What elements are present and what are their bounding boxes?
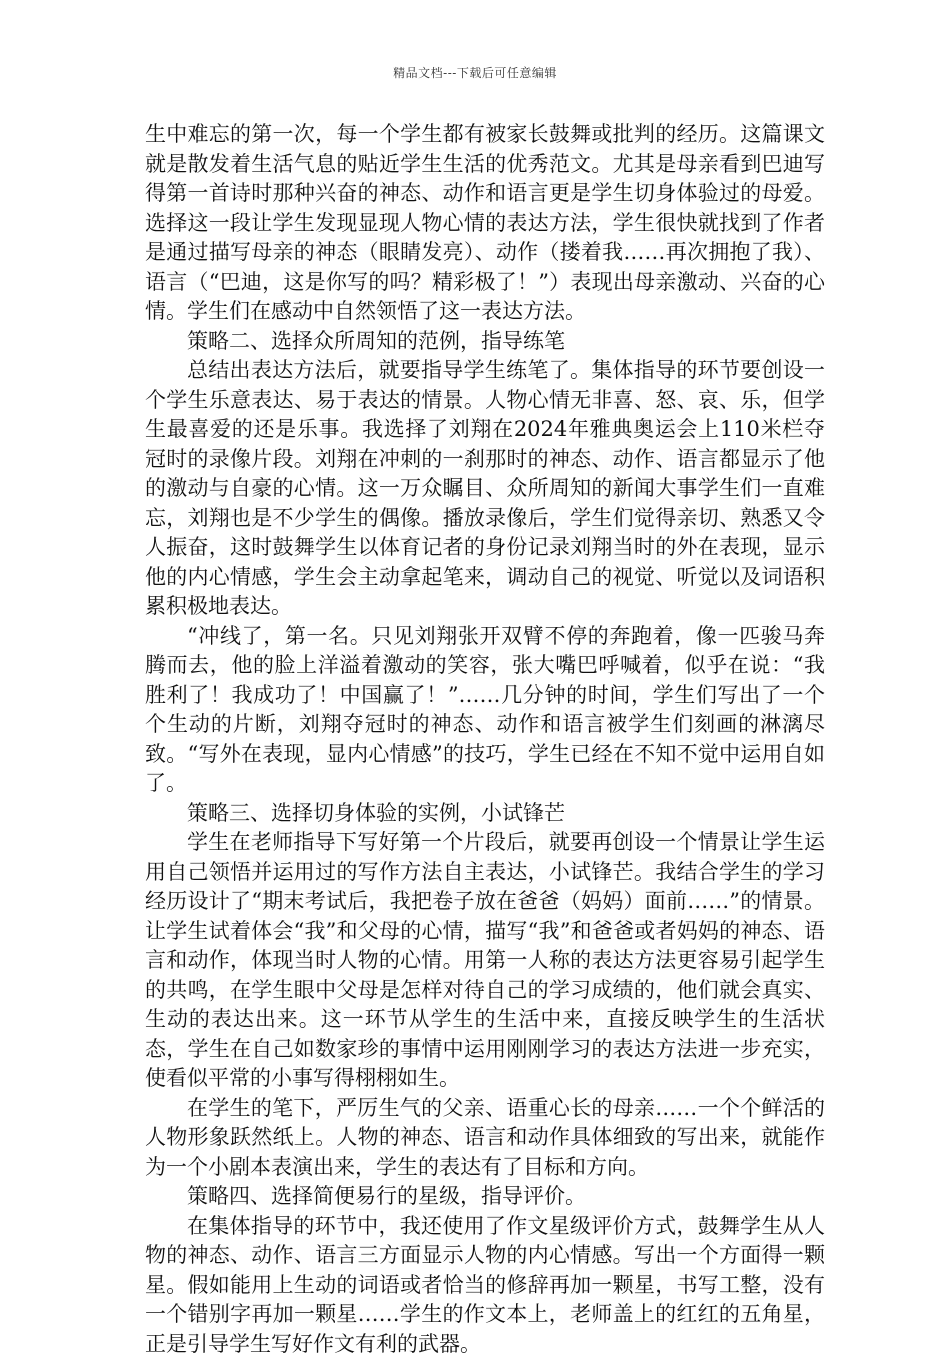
document-body [145, 120, 825, 1359]
paragraph: “冲线了，第一名。只见刘翔张开双臂不停的奔跑着，像一匹骏马奔腾而去，他的脸上洋溢着激动的笑容，张大嘴巴呼喊着，似乎在说：“我胜利了！我成功了！中国赢了！”……几分钟的时间，学生们写出了一个个生动的片断，刘翔夺冠时的神态、动作和语言被学生们刻画的淋漓尽致。“写外在表现，显内心情感”的技巧，学生已经在不知不觉中运用自如了。 [145, 622, 825, 799]
section-heading: 策略三、选择切身体验的实例，小试锋芒 [145, 799, 825, 829]
section-heading: 策略四、选择简便易行的星级，指导评价。 [145, 1182, 825, 1212]
section-heading: 策略二、选择众所周知的范例，指导练笔 [145, 327, 825, 357]
paragraph: 总结出表达方法后，就要指导学生练笔了。集体指导的环节要创设一个学生乐意表达、易于表达的情景。人物心情无非喜、怒、哀、乐，但学生最喜爱的还是乐事。我选择了刘翔在2024年雅典奥运会上110米栏夺冠时的录像片段。刘翔在冲刺的一刹那时的神态、动作、语言都显示了他的激动与自豪的心情。这一万众瞩目、众所周知的新闻大事学生们一直难忘，刘翔也是不少学生的偶像。播放录像后，学生们觉得亲切、熟悉又令人振奋，这时鼓舞学生以体育记者的身份记录刘翔当时的外在表现，显示他的内心情感，学生会主动拿起笔来，调动自己的视觉、听觉以及词语积累积极地表达。 [145, 356, 825, 622]
paragraph: 在集体指导的环节中，我还使用了作文星级评价方式，鼓舞学生从人物的神态、动作、语言三方面显示人物的内心情感。写出一个方面得一颗星。假如能用上生动的词语或者恰当的修辞再加一颗星，书写工整，没有一个错别字再加一颗星……学生的作文本上，老师盖上的红红的五角星，正是引导学生写好作文有利的武器。 [145, 1212, 825, 1359]
paragraph: 在学生的笔下，严厉生气的父亲、语重心长的母亲……一个个鲜活的人物形象跃然纸上。人物的神态、语言和动作具体细致的写出来，就能作为一个小剧本表演出来，学生的表达有了目标和方向。 [145, 1094, 825, 1183]
page-header: 精品文档---下载后可任意编辑 [0, 64, 950, 81]
paragraph: 学生在老师指导下写好第一个片段后，就要再创设一个情景让学生运用自己领悟并运用过的写作方法自主表达，小试锋芒。我结合学生的学习经历设计了“期末考试后，我把卷子放在爸爸（妈妈）面前……”的情景。让学生试着体会“我”和父母的心情，描写“我”和爸爸或者妈妈的神态、语言和动作，体现当时人物的心情。用第一人称的表达方法更容易引起学生的共鸣，在学生眼中父母是怎样对待自己的学习成绩的，他们就会真实、生动的表达出来。这一环节从学生的生活中来，直接反映学生的生活状态，学生在自己如数家珍的事情中运用刚刚学习的表达方法进一步充实，使看似平常的小事写得栩栩如生。 [145, 828, 825, 1094]
paragraph: 生中难忘的第一次，每一个学生都有被家长鼓舞或批判的经历。这篇课文就是散发着生活气息的贴近学生生活的优秀范文。尤其是母亲看到巴迪写得第一首诗时那种兴奋的神态、动作和语言更是学生切身体验过的母爱。选择这一段让学生发现显现人物心情的表达方法，学生很快就找到了作者是通过描写母亲的神态（眼睛发亮）、动作（搂着我……再次拥抱了我）、语言（“巴迪，这是你写的吗？精彩极了！”）表现出母亲激动、兴奋的心情。学生们在感动中自然领悟了这一表达方法。 [145, 120, 825, 327]
